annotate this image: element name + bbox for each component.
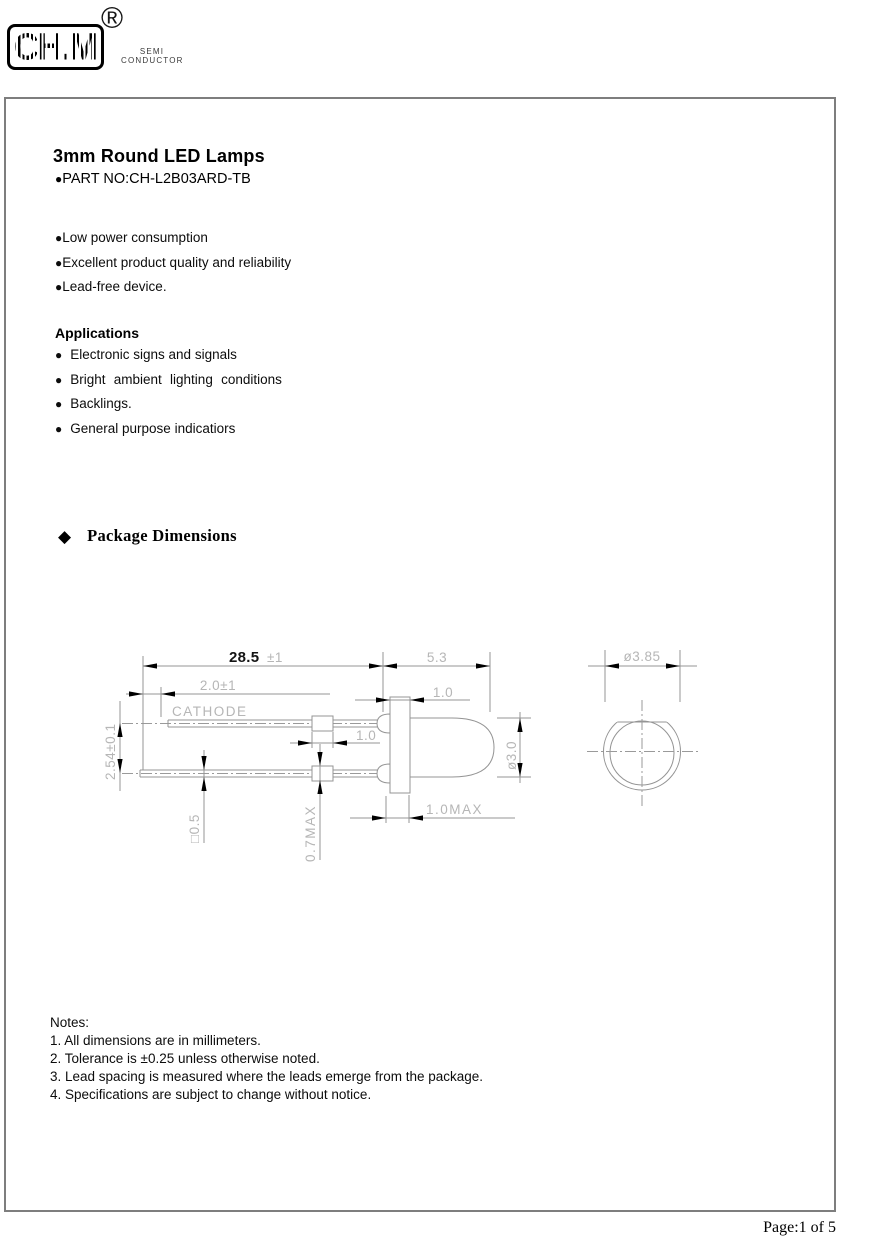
led-flange <box>390 697 410 793</box>
brand-logo-text: CH.M <box>14 25 97 69</box>
led-body-outline <box>410 718 494 777</box>
dim-3-0-label: ø3.0 <box>504 740 519 770</box>
dim-1-0-crimp-label: 1.0 <box>356 728 377 743</box>
feature-item <box>55 226 291 251</box>
package-dimensions-heading <box>58 526 237 547</box>
dim-2-54-label: 2.54±0.1 <box>103 723 118 780</box>
registered-trademark-icon: ® <box>101 2 124 35</box>
notes-section <box>50 1014 483 1104</box>
bullet-icon: ● <box>55 421 63 436</box>
dim-28-5-label: 28.5 <box>229 649 260 666</box>
brand-subtitle-line1: SEMI <box>139 47 165 56</box>
page-title: 3mm Round LED Lamps <box>53 146 265 166</box>
bullet-icon: ● <box>55 255 63 270</box>
notes-heading: Notes: <box>50 1015 90 1030</box>
dim-standoff-max <box>350 795 515 823</box>
dim-body-diameter <box>497 712 531 783</box>
application-text: Electronic signs and signals <box>70 347 237 362</box>
dim-1-0max-label: 1.0MAX <box>426 802 484 817</box>
application-item <box>55 392 282 417</box>
cathode-label: CATHODE <box>172 704 248 719</box>
bullet-icon: ● <box>55 348 63 362</box>
bullet-icon: ● <box>55 397 63 412</box>
feature-item <box>55 251 291 276</box>
page-number: Page:1 of 5 <box>763 1219 836 1236</box>
dim-1-0-flange-label: 1.0 <box>432 685 454 700</box>
application-item <box>55 343 282 368</box>
package-dimensions-label: Package Dimensions <box>87 526 237 545</box>
dim-3-85-label: ø3.85 <box>623 649 661 664</box>
note-item: 3. Lead spacing is measured where the leads emerge from the package. <box>50 1069 484 1084</box>
dim-lead-square <box>187 750 207 843</box>
application-text: Backlings. <box>70 396 132 412</box>
lead-entry-bump <box>377 714 390 733</box>
dim-crimp-width <box>290 728 380 748</box>
application-text: General purpose indicatiors <box>70 420 236 436</box>
bullet-icon: ● <box>55 172 63 186</box>
dim-5-3-label: 5.3 <box>426 650 448 665</box>
lead-crimp <box>312 716 333 731</box>
brand-subtitle-line2: CONDUCTOR <box>121 56 184 65</box>
package-dimension-drawing <box>0 640 880 880</box>
led-front-view <box>587 700 700 806</box>
note-item: 1. All dimensions are in millimeters. <box>50 1033 261 1048</box>
brand-logo <box>7 24 104 70</box>
dim-0-7max-label: 0.7MAX <box>303 804 318 862</box>
part-number-row <box>55 171 251 187</box>
brand-subtitle <box>121 47 183 65</box>
feature-text: Lead-free device. <box>62 279 167 294</box>
lead-entry-bump <box>377 764 390 783</box>
dim-lead-pitch <box>103 701 123 791</box>
dim-0-5-label: □0.5 <box>187 814 202 843</box>
features-list <box>55 226 291 300</box>
feature-item <box>55 275 291 300</box>
bullet-icon: ● <box>55 280 63 294</box>
application-item <box>55 368 282 393</box>
feature-text: Excellent product quality and reliability <box>62 254 292 270</box>
applications-list <box>55 343 282 441</box>
bullet-icon: ● <box>55 231 63 245</box>
application-text: Bright ambient lighting conditions <box>70 371 282 387</box>
feature-text: Low power consumption <box>62 230 208 245</box>
bullet-icon: ● <box>55 372 63 387</box>
dim-crimp-max <box>303 744 323 862</box>
applications-heading: Applications <box>55 325 140 341</box>
lead-crimp <box>312 766 333 781</box>
part-number: PART NO:CH-L2B03ARD-TB <box>62 171 251 187</box>
note-item: 4. Specifications are subject to change without notice. <box>50 1087 372 1102</box>
note-item: 2. Tolerance is ±0.25 unless otherwise noted. <box>50 1051 320 1066</box>
dim-28-5-tol-label: ±1 <box>267 650 283 665</box>
diamond-icon: ◆ <box>58 527 72 546</box>
dim-flange-thickness <box>355 685 470 703</box>
dim-flange-diameter <box>588 649 697 702</box>
dim-2-0-label: 2.0±1 <box>199 678 237 693</box>
application-item <box>55 417 282 442</box>
